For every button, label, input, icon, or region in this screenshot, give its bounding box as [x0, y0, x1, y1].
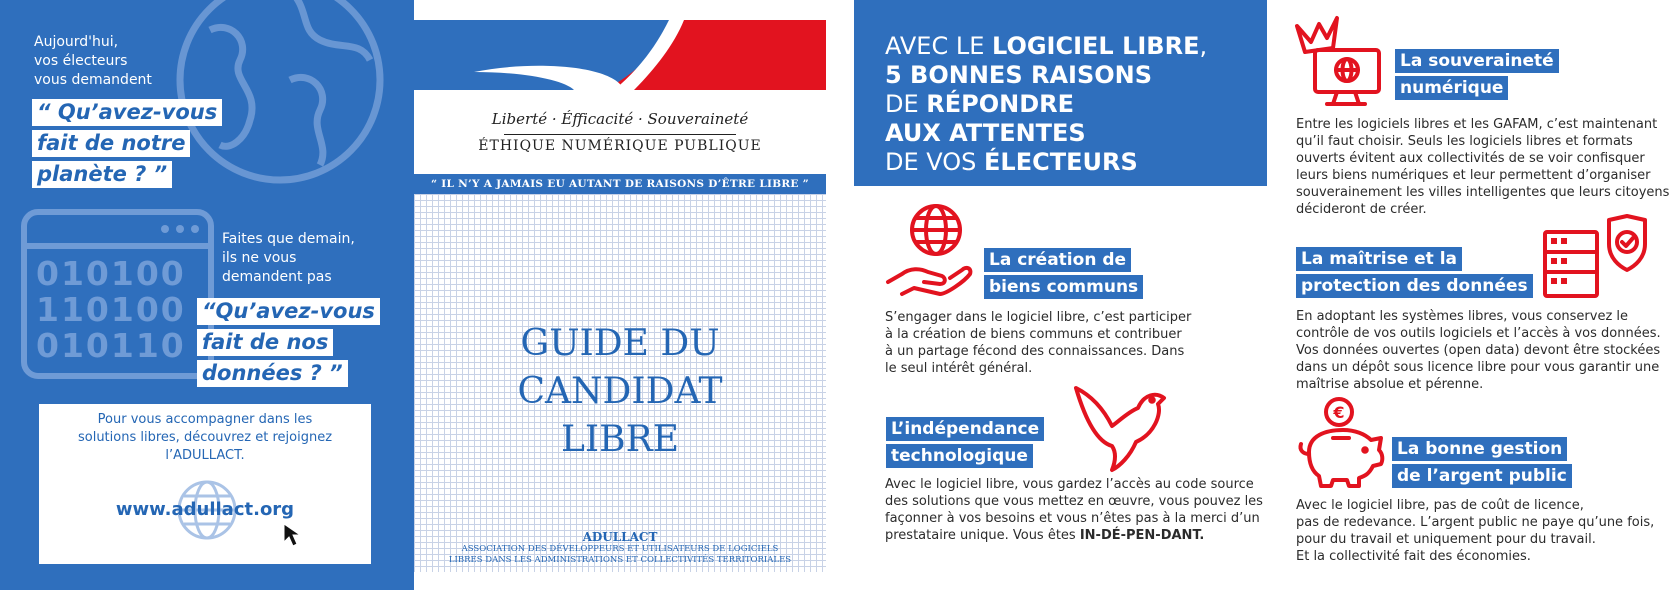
reason-title-money — [1392, 437, 1572, 491]
reason-title-line: technologique — [886, 444, 1033, 468]
demain-line: demandent pas — [222, 269, 332, 285]
heading-part: DE — [885, 90, 927, 118]
heading-part: AVEC LE — [885, 32, 993, 60]
panel-reasons-2 — [1267, 0, 1680, 590]
title-line: CANDIDAT — [517, 371, 723, 412]
guide-title — [414, 320, 826, 464]
text-line: souverainement les villes intelligentes que leurs citoyens — [1296, 185, 1670, 200]
demain-line: ils ne vous — [222, 250, 297, 266]
reason-title-line: protection des données — [1296, 274, 1533, 298]
quote-line: fait de notre — [32, 130, 190, 157]
ethique-title: ÉTHIQUE NUMÉRIQUE PUBLIQUE — [478, 138, 762, 154]
reason-text-sovereignty — [1296, 116, 1669, 218]
reason-text-commons — [885, 309, 1191, 377]
quote-line: fait de nos — [197, 329, 333, 356]
text-line: à un partage fécond des connaissances. Dans — [885, 344, 1185, 359]
website-link[interactable]: www.adullact.org — [115, 499, 295, 520]
reason-title-data — [1296, 247, 1533, 301]
binary-row: 010110 — [36, 326, 186, 365]
binary-row: 010100 — [36, 254, 186, 293]
intro-text — [34, 33, 152, 90]
reason-title-line: La maîtrise et la — [1296, 247, 1462, 271]
join-line: solutions libres, découvrez et rejoignez — [77, 430, 333, 445]
title-line: GUIDE DU — [520, 323, 720, 364]
reason-title-commons — [984, 248, 1143, 302]
text-line: décideront de créer. — [1296, 202, 1427, 217]
quote-line: “ Qu’avez-vous — [32, 99, 222, 126]
reason-title-line: de l’argent public — [1392, 464, 1572, 488]
text-line: prestataire unique. Vous êtes — [885, 528, 1080, 543]
quote-line: “Qu’avez-vous — [197, 298, 380, 325]
reason-title-line: La souveraineté — [1395, 49, 1559, 73]
reason-title-independence — [886, 417, 1044, 471]
motto: Liberté · Éfficacité · Souveraineté — [491, 110, 749, 128]
text-line: dans un dépôt sous licence libre pour vous garantir une — [1296, 360, 1660, 375]
intro-line: vos électeurs — [34, 53, 128, 69]
reason-text-money — [1296, 497, 1654, 565]
text-line: ouverts évitent aux collectivités de se voir confisquer — [1296, 151, 1645, 166]
org-description — [414, 544, 826, 566]
text-line: leurs biens numériques et leur permettent d’organiser — [1296, 168, 1651, 183]
join-line: l’ADULLACT. — [165, 448, 245, 463]
org-desc-line: ASSOCIATION DES DÉVELOPPEURS ET UTILISATEURS DE LOGICIELS — [461, 544, 779, 554]
hand-globe-icon — [884, 202, 976, 302]
reason-text-independence — [885, 476, 1263, 544]
slogan-banner: “ IL N’Y A JAMAIS EU AUTANT DE RAISONS D’ÊTRE LIBRE ” — [414, 174, 826, 194]
panel-cover — [414, 0, 854, 590]
panel-reasons-1 — [854, 0, 1267, 590]
crown-monitor-icon — [1293, 12, 1385, 107]
text-line: façonner à vos besoins et vous n’êtes pas à la merci d’un — [885, 511, 1260, 526]
reason-title-line: numérique — [1395, 76, 1508, 100]
binary-row: 110100 — [36, 290, 186, 329]
piggy-bank-icon — [1295, 396, 1389, 492]
text-line: le seul intérêt général. — [885, 361, 1033, 376]
demain-line: Faites que demain, — [222, 231, 355, 247]
heading-part: AUX ATTENTES — [885, 119, 1086, 147]
join-text — [39, 411, 371, 465]
text-line: pas de redevance. L’argent public ne paye qu’une fois, — [1296, 515, 1655, 530]
quote-planet — [32, 98, 222, 191]
text-emphasis: IN-DÉ-PEN-DANT. — [1079, 528, 1205, 543]
reason-title-line: La création de — [984, 248, 1131, 272]
org-desc-line: LIBRES DANS LES ADMINISTRATIONS ET COLLECTIVITÉS TERRITORIALES — [448, 555, 792, 565]
heading-part: RÉPONDRE — [926, 90, 1075, 118]
reason-title-sovereignty — [1395, 49, 1559, 103]
text-line: Entre les logiciels libres et les GAFAM, c’est maintenant — [1296, 117, 1658, 132]
text-line: Et la collectivité fait des économies. — [1296, 549, 1531, 564]
text-line: Avec le logiciel libre, vous gardez l’accès au code source — [885, 477, 1254, 492]
demain-text — [222, 230, 355, 287]
text-line: Vos données ouvertes (open data) devont être stockées — [1296, 343, 1661, 358]
heading-part: LOGICIEL LIBRE — [992, 32, 1200, 60]
divider — [504, 134, 736, 135]
heading-box — [854, 0, 1267, 186]
text-line: pour du travail et uniquement pour du travail. — [1296, 532, 1596, 547]
panel-questions — [0, 0, 414, 590]
reason-title-line: La bonne gestion — [1392, 437, 1567, 461]
text-line: qu’il faut choisir. Seuls les logiciels libres et formats — [1296, 134, 1633, 149]
quote-data — [197, 297, 380, 390]
reason-title-line: L’indépendance — [886, 417, 1044, 441]
heading-part: DE VOS — [885, 148, 985, 176]
reason-title-line: biens communs — [984, 275, 1143, 299]
heading-part: , — [1199, 32, 1208, 60]
text-line: des solutions que vous mettez en œuvre, vous pouvez les — [885, 494, 1263, 509]
text-line: En adoptant les systèmes libres, vous conservez le — [1296, 309, 1629, 324]
heading-part: ÉLECTEURS — [984, 148, 1138, 176]
flag-swoosh-icon — [414, 20, 826, 90]
heading — [885, 32, 1207, 177]
intro-line: Aujourd'hui, — [34, 34, 119, 50]
quote-line: données ? ” — [197, 360, 348, 387]
text-line: S’engager dans le logiciel libre, c’est participer — [885, 310, 1192, 325]
coin-symbol: € — [1333, 403, 1345, 422]
quote-line: planète ? ” — [32, 161, 172, 188]
text-line: à la création de biens communs et contribuer — [885, 327, 1182, 342]
text-line: Avec le logiciel libre, pas de coût de licence, — [1296, 498, 1584, 513]
tricolor-flag — [414, 20, 826, 90]
binary-code — [36, 256, 186, 364]
org-name: ADULLACT — [582, 530, 658, 544]
title-line: LIBRE — [561, 419, 679, 460]
cursor-icon — [282, 522, 306, 548]
text-line: contrôle de vos outils logiciels et l’accès à vos données. — [1296, 326, 1661, 341]
reason-text-data — [1296, 308, 1661, 393]
bird-icon — [1072, 382, 1172, 474]
server-shield-icon — [1541, 214, 1651, 300]
text-line: maîtrise absolue et pérenne. — [1296, 377, 1484, 392]
intro-line: vous demandent — [34, 72, 152, 88]
join-line: Pour vous accompagner dans les — [97, 412, 313, 427]
join-box — [39, 404, 371, 564]
heading-part: 5 BONNES RAISONS — [885, 61, 1152, 89]
